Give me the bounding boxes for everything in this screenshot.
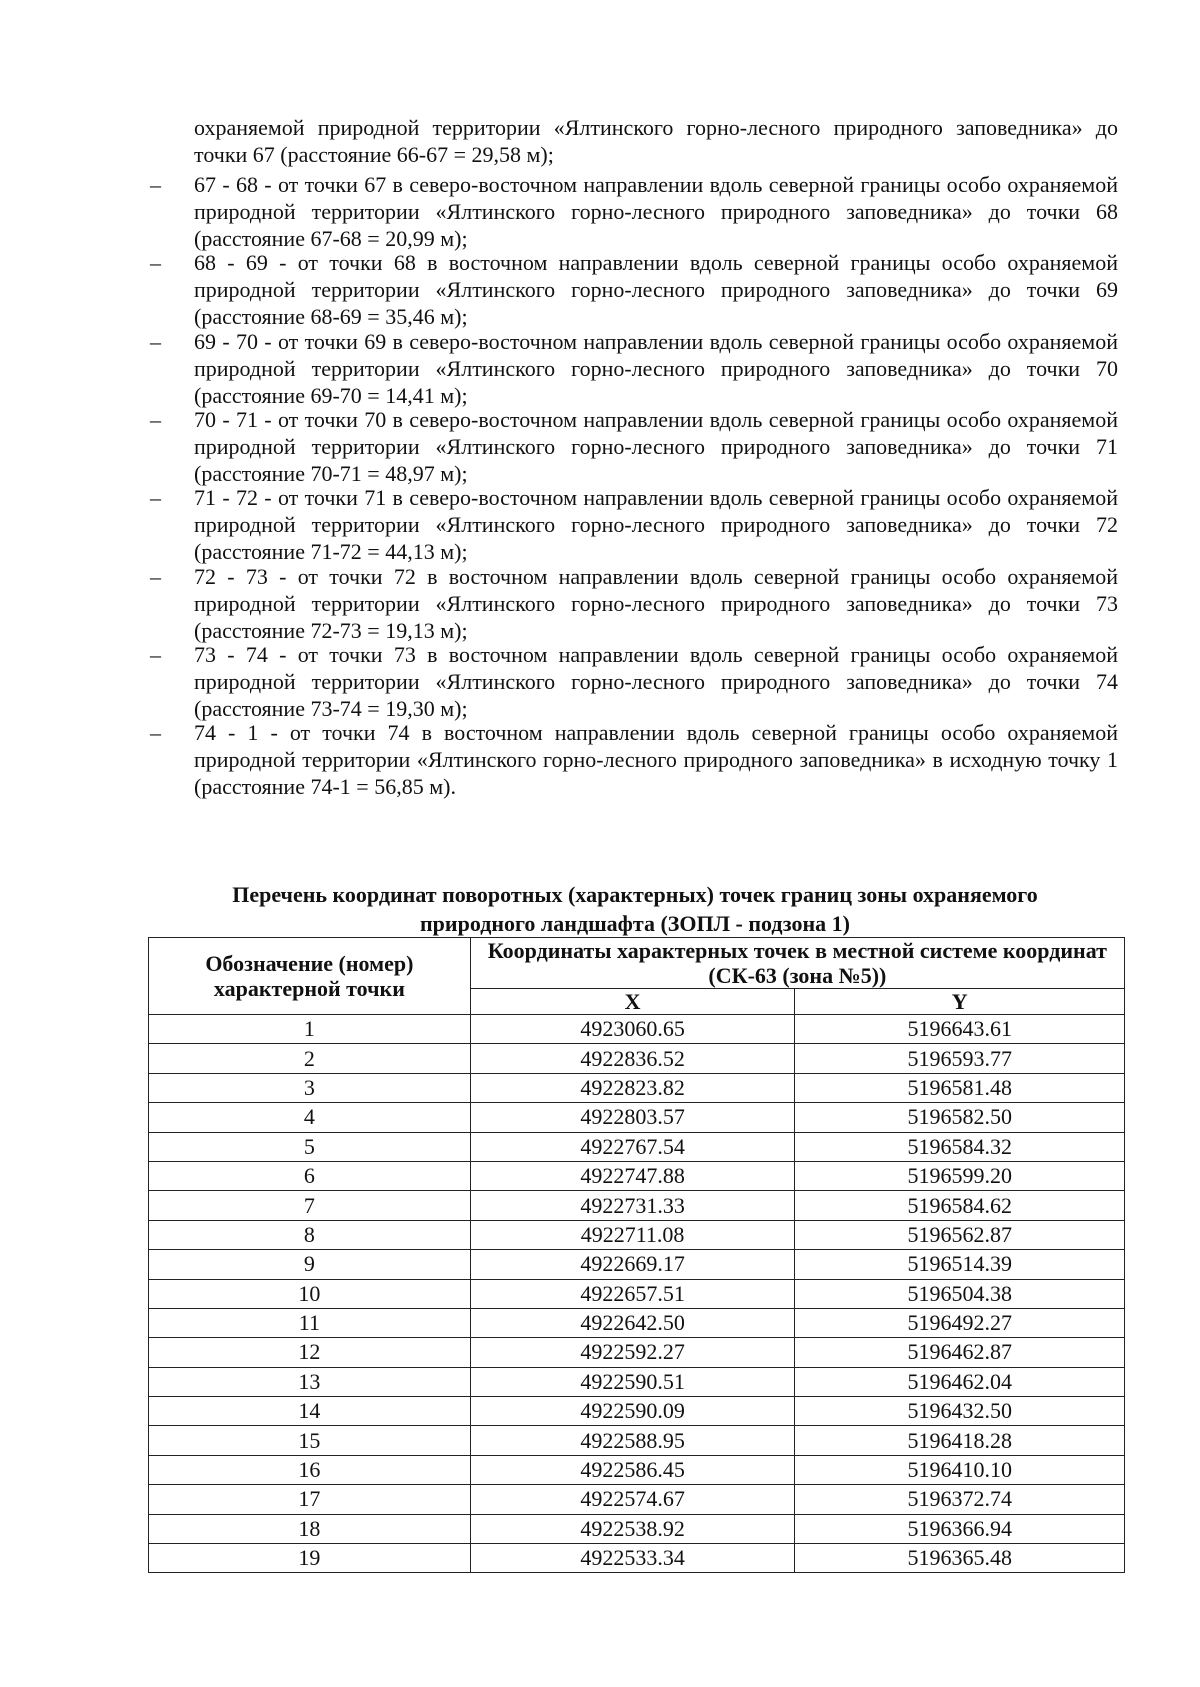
table-row <box>149 1103 1125 1132</box>
x-coordinate-cell: 4922592.27 <box>470 1338 795 1367</box>
list-item <box>150 641 1118 722</box>
table-heading-line-1: Перечень координат поворотных (характерных) точек границ зоны охраняемого <box>232 882 1038 907</box>
coordinates-group-header: Координаты характерных точек в местной системе координат (СК-63 (зона №5)) <box>470 938 1124 989</box>
point-number-cell: 2 <box>149 1044 471 1073</box>
y-coordinate-cell: 5196432.50 <box>795 1397 1125 1426</box>
y-coordinate-cell: 5196562.87 <box>795 1220 1125 1249</box>
table-row <box>149 1132 1125 1161</box>
table-row <box>149 1250 1125 1279</box>
list-bullet: – <box>150 329 161 354</box>
x-coordinate-cell: 4922823.82 <box>470 1073 795 1102</box>
table-row <box>149 1397 1125 1426</box>
list-item <box>150 328 1118 409</box>
x-coordinate-cell: 4922836.52 <box>470 1044 795 1073</box>
intro-text: охраняемой природной территории «Ялтинского горно-лесного природного заповедника» до точки 67 (расстояние 66-67 = 29,58 м); <box>194 115 1118 167</box>
list-item <box>150 171 1118 252</box>
list-item <box>150 563 1118 644</box>
y-coordinate-cell: 5196492.27 <box>795 1308 1125 1337</box>
y-coordinate-cell: 5196462.87 <box>795 1338 1125 1367</box>
y-coordinate-cell: 5196366.94 <box>795 1514 1125 1543</box>
point-number-cell: 12 <box>149 1338 471 1367</box>
x-coordinate-cell: 4922586.45 <box>470 1455 795 1484</box>
list-item <box>150 249 1118 330</box>
y-coordinate-cell: 5196582.50 <box>795 1103 1125 1132</box>
point-number-cell: 18 <box>149 1514 471 1543</box>
table-header-row <box>149 938 1125 989</box>
x-coordinate-cell: 4922538.92 <box>470 1514 795 1543</box>
x-coordinate-cell: 4922657.51 <box>470 1279 795 1308</box>
table-heading-line-2: природного ландшафта (ЗОПЛ - подзона 1) <box>420 911 850 936</box>
x-coordinate-cell: 4922588.95 <box>470 1426 795 1455</box>
table-row <box>149 1161 1125 1190</box>
list-item-text: 74 - 1 - от точки 74 в восточном направлении вдоль северной границы особо охраняемой природной территории «Ялтинского горно-лесного природного заповедника» в исходную точку 1 (расстояние 74-1 = 56,85 м). <box>194 720 1118 799</box>
list-item <box>150 719 1118 800</box>
point-number-cell: 15 <box>149 1426 471 1455</box>
y-column-header: Y <box>795 989 1125 1015</box>
x-coordinate-cell: 4923060.65 <box>470 1015 795 1044</box>
point-number-cell: 14 <box>149 1397 471 1426</box>
y-coordinate-cell: 5196643.61 <box>795 1015 1125 1044</box>
list-item-text: 68 - 69 - от точки 68 в восточном направлении вдоль северной границы особо охраняемой природной территории «Ялтинского горно-лесного природного заповедника» до точки 69 (расстояние 68-69 = 35,46 м); <box>194 250 1118 329</box>
table-row <box>149 1044 1125 1073</box>
y-coordinate-cell: 5196514.39 <box>795 1250 1125 1279</box>
x-coordinate-cell: 4922669.17 <box>470 1250 795 1279</box>
point-number-cell: 19 <box>149 1544 471 1573</box>
x-coordinate-cell: 4922803.57 <box>470 1103 795 1132</box>
y-coordinate-cell: 5196581.48 <box>795 1073 1125 1102</box>
x-column-header: X <box>470 989 795 1015</box>
point-number-cell: 13 <box>149 1367 471 1396</box>
x-coordinate-cell: 4922731.33 <box>470 1191 795 1220</box>
table-row <box>149 1514 1125 1543</box>
point-number-header: Обозначение (номер) характерной точки <box>149 938 471 1015</box>
y-coordinate-cell: 5196584.62 <box>795 1191 1125 1220</box>
x-coordinate-cell: 4922533.34 <box>470 1544 795 1573</box>
y-coordinate-cell: 5196410.10 <box>795 1455 1125 1484</box>
table-row <box>149 1367 1125 1396</box>
x-coordinate-cell: 4922711.08 <box>470 1220 795 1249</box>
table-heading <box>150 880 1120 938</box>
list-item-text: 70 - 71 - от точки 70 в северо-восточном направлении вдоль северной границы особо охраняемой природной территории «Ялтинского горно-лесного природного заповедника» до точки 71 (расстояние 70-71 = 48,97 м); <box>194 407 1118 486</box>
x-coordinate-cell: 4922642.50 <box>470 1308 795 1337</box>
list-item <box>150 406 1118 487</box>
list-item-text: 73 - 74 - от точки 73 в восточном направлении вдоль северной границы особо охраняемой природной территории «Ялтинского горно-лесного природного заповедника» до точки 74 (расстояние 73-74 = 19,30 м); <box>194 642 1118 721</box>
list-bullet: – <box>150 485 161 510</box>
table-row <box>149 1191 1125 1220</box>
list-bullet: – <box>150 407 161 432</box>
table-row <box>149 1426 1125 1455</box>
list-bullet: – <box>150 250 161 275</box>
x-coordinate-cell: 4922747.88 <box>470 1161 795 1190</box>
point-number-cell: 9 <box>149 1250 471 1279</box>
y-coordinate-cell: 5196504.38 <box>795 1279 1125 1308</box>
point-number-cell: 5 <box>149 1132 471 1161</box>
list-item-text: 67 - 68 - от точки 67 в северо-восточном направлении вдоль северной границы особо охраняемой природной территории «Ялтинского горно-лесного природного заповедника» до точки 68 (расстояние 67-68 = 20,99 м); <box>194 172 1118 251</box>
y-coordinate-cell: 5196584.32 <box>795 1132 1125 1161</box>
y-coordinate-cell: 5196365.48 <box>795 1544 1125 1573</box>
list-item-text: 72 - 73 - от точки 72 в восточном направлении вдоль северной границы особо охраняемой природной территории «Ялтинского горно-лесного природного заповедника» до точки 73 (расстояние 72-73 = 19,13 м); <box>194 564 1118 643</box>
table-row <box>149 1308 1125 1337</box>
point-number-cell: 1 <box>149 1015 471 1044</box>
point-number-cell: 8 <box>149 1220 471 1249</box>
y-coordinate-cell: 5196372.74 <box>795 1485 1125 1514</box>
point-number-cell: 11 <box>149 1308 471 1337</box>
table-row <box>149 1544 1125 1573</box>
list-bullet: – <box>150 172 161 197</box>
point-number-cell: 3 <box>149 1073 471 1102</box>
point-number-cell: 17 <box>149 1485 471 1514</box>
y-coordinate-cell: 5196462.04 <box>795 1367 1125 1396</box>
intro-paragraph <box>194 115 1118 168</box>
point-number-cell: 7 <box>149 1191 471 1220</box>
x-coordinate-cell: 4922767.54 <box>470 1132 795 1161</box>
list-item-text: 71 - 72 - от точки 71 в северо-восточном направлении вдоль северной границы особо охраняемой природной территории «Ялтинского горно-лесного природного заповедника» до точки 72 (расстояние 71-72 = 44,13 м); <box>194 485 1118 564</box>
list-bullet: – <box>150 564 161 589</box>
y-coordinate-cell: 5196418.28 <box>795 1426 1125 1455</box>
table-row <box>149 1485 1125 1514</box>
point-number-cell: 10 <box>149 1279 471 1308</box>
list-bullet: – <box>150 720 161 745</box>
list-item <box>150 484 1118 565</box>
y-coordinate-cell: 5196593.77 <box>795 1044 1125 1073</box>
list-bullet: – <box>150 642 161 667</box>
table-row <box>149 1220 1125 1249</box>
x-coordinate-cell: 4922590.51 <box>470 1367 795 1396</box>
table-row <box>149 1338 1125 1367</box>
table-row <box>149 1455 1125 1484</box>
list-item-text: 69 - 70 - от точки 69 в северо-восточном направлении вдоль северной границы особо охраняемой природной территории «Ялтинского горно-лесного природного заповедника» до точки 70 (расстояние 69-70 = 14,41 м); <box>194 329 1118 408</box>
point-number-cell: 4 <box>149 1103 471 1132</box>
y-coordinate-cell: 5196599.20 <box>795 1161 1125 1190</box>
point-number-cell: 16 <box>149 1455 471 1484</box>
x-coordinate-cell: 4922574.67 <box>470 1485 795 1514</box>
table-row <box>149 1279 1125 1308</box>
x-coordinate-cell: 4922590.09 <box>470 1397 795 1426</box>
table-row <box>149 1015 1125 1044</box>
coordinates-table <box>148 937 1125 1573</box>
point-number-cell: 6 <box>149 1161 471 1190</box>
table-row <box>149 1073 1125 1102</box>
